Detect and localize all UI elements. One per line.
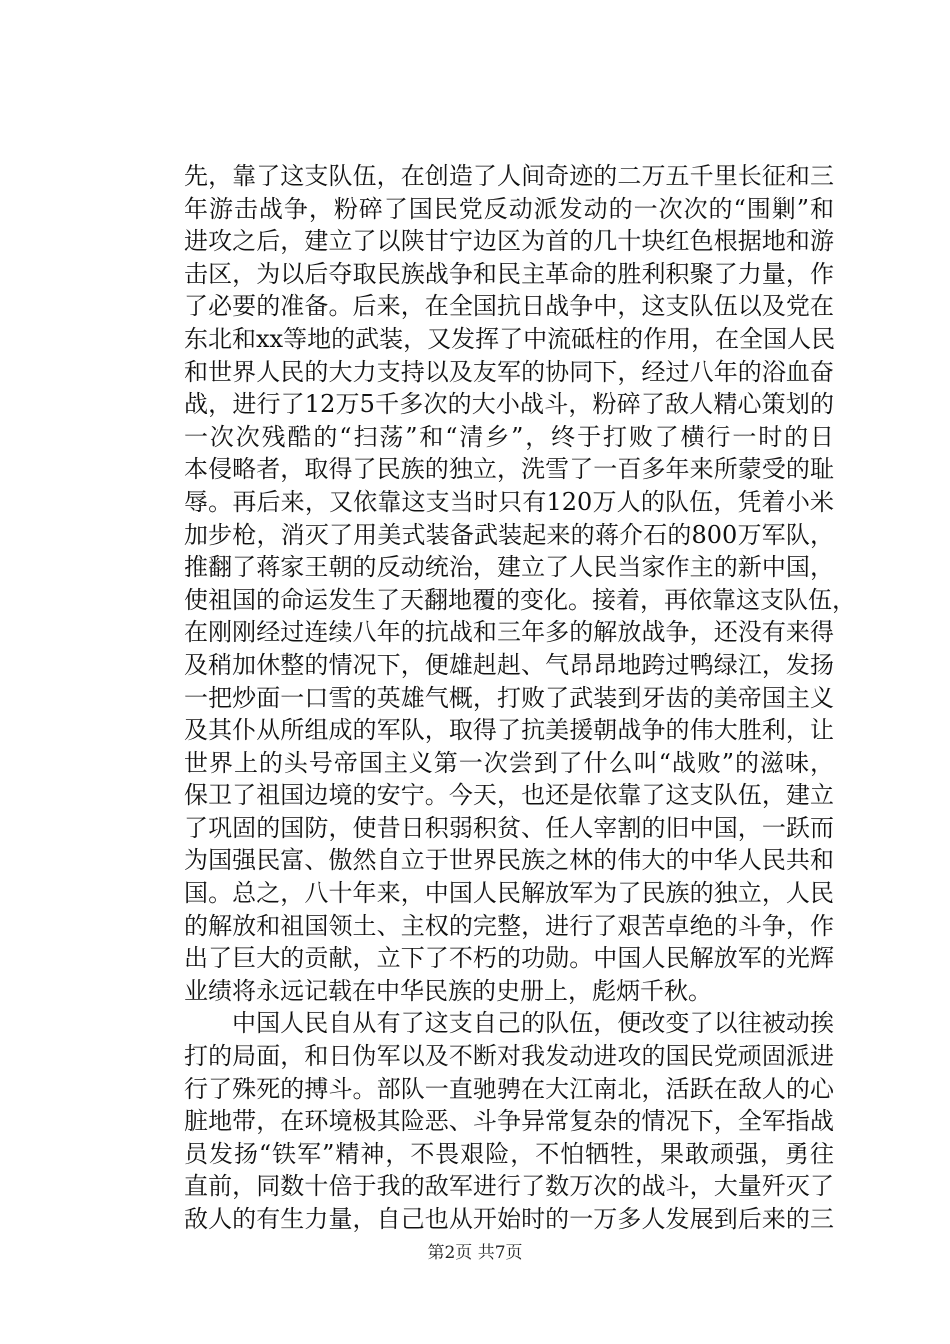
body-text <box>184 160 856 1236</box>
text-line: 进攻之后，建立了以陕甘宁边区为首的几十块红色根据地和游 <box>184 227 834 256</box>
text-line: 直前，同数十倍于我的敌军进行了数万次的战斗，大量歼灭了 <box>184 1172 834 1201</box>
page-number-footer: 第2页 共7页 <box>427 1243 523 1263</box>
text-line: 年游击战争，粉碎了国民党反动派发动的一次次的“围剿”和 <box>184 194 834 223</box>
text-line: 在刚刚经过连续八年的抗战和三年多的解放战争，还没有来得 <box>184 618 834 647</box>
text-line: 加步枪，消灭了用美式装备武装起来的蒋介石的800万军队， <box>184 520 834 549</box>
text-line: 出了巨大的贡献，立下了不朽的功勋。中国人民解放军的光辉 <box>184 944 834 973</box>
text-line: 推翻了蒋家王朝的反动统治，建立了人民当家作主的新中国， <box>184 553 834 582</box>
text-line: 了必要的准备。后来，在全国抗日战争中，这支队伍以及党在 <box>184 292 834 321</box>
text-line: 战，进行了12万5千多次的大小战斗，粉碎了敌人精心策划的 <box>184 390 834 419</box>
text-line: 一次次残酷的“扫荡”和“清乡”，终于打败了横行一时的日 <box>184 422 834 451</box>
paragraph-start-line: 中国人民自从有了这支自己的队伍，便改变了以往被动挨 <box>232 1009 834 1038</box>
text-line: 东北和xx等地的武装，又发挥了中流砥柱的作用，在全国人民 <box>184 324 836 353</box>
text-line: 一把炒面一口雪的英雄气概，打败了武装到牙齿的美帝国主义 <box>184 683 834 712</box>
text-line: 世界上的头号帝国主义第一次尝到了什么叫“战败”的滋味， <box>184 748 834 777</box>
text-line: 打的局面，和日伪军以及不断对我发动进攻的国民党顽固派进 <box>184 1042 834 1071</box>
text-line: 击区，为以后夺取民族战争和民主革命的胜利积聚了力量，作 <box>184 259 834 288</box>
text-line: 及其仆从所组成的军队，取得了抗美援朝战争的伟大胜利，让 <box>184 716 834 745</box>
text-line: 辱。再后来，又依靠这支当时只有120万人的队伍，凭着小米 <box>184 487 834 516</box>
text-line: 保卫了祖国边境的安宁。今天，也还是依靠了这支队伍，建立 <box>184 781 834 810</box>
text-line: 行了殊死的搏斗。部队一直驰骋在大江南北，活跃在敌人的心 <box>184 1074 834 1103</box>
text-line: 国。总之，八十年来，中国人民解放军为了民族的独立，人民 <box>184 879 834 908</box>
text-line: 了巩固的国防，使昔日积弱积贫、任人宰割的旧中国，一跃而 <box>184 813 834 842</box>
text-line: 脏地带，在环境极其险恶、斗争异常复杂的情况下，全军指战 <box>184 1107 834 1136</box>
text-line: 本侵略者，取得了民族的独立，洗雪了一百多年来所蒙受的耻 <box>184 455 834 484</box>
text-line: 和世界人民的大力支持以及友军的协同下，经过八年的浴血奋 <box>184 357 834 386</box>
text-line: 先，靠了这支队伍，在创造了人间奇迹的二万五千里长征和三 <box>184 162 834 190</box>
text-line: 敌人的有生力量，自己也从开始时的一万多人发展到后来的三 <box>184 1205 834 1233</box>
text-line: 为国强民富、傲然自立于世界民族之林的伟大的中华人民共和 <box>184 846 834 875</box>
text-line: 的解放和祖国领土、主权的完整，进行了艰苦卓绝的斗争，作 <box>184 911 834 940</box>
text-line: 使祖国的命运发生了天翻地覆的变化。接着，再依靠这支队伍， <box>184 585 856 614</box>
text-line: 及稍加休整的情况下，便雄赳赳、气昂昂地跨过鸭绿江，发扬 <box>184 650 834 679</box>
paragraph-end-line: 业绩将永远记载在中华民族的史册上，彪炳千秋。 <box>184 976 712 1005</box>
text-line: 员发扬“铁军”精神，不畏艰险，不怕牺牲，果敢顽强，勇往 <box>184 1139 834 1168</box>
